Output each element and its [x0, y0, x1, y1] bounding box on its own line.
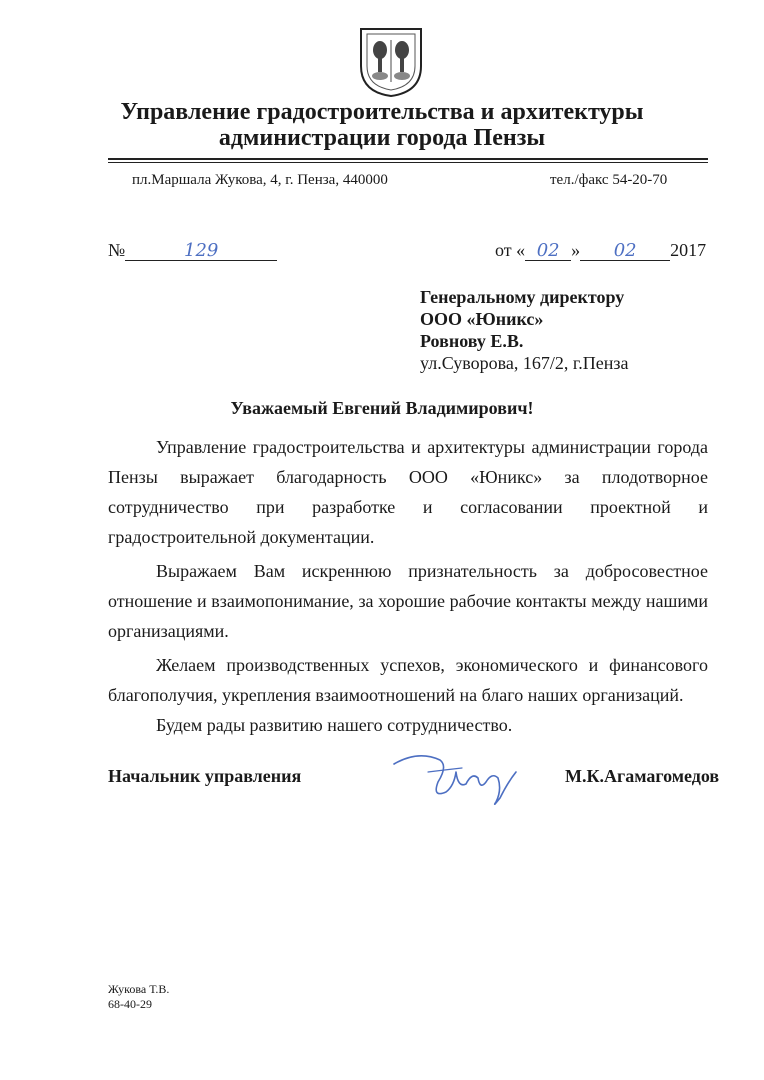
date-mid: »: [571, 240, 581, 260]
signer-position: Начальник управления: [108, 766, 302, 786]
reg-date: [495, 240, 706, 261]
reg-number-value: 129: [184, 240, 219, 261]
coat-of-arms-emblem: [358, 26, 424, 98]
date-year: 2017: [670, 240, 707, 260]
reg-number-label: №: [108, 240, 126, 260]
reg-number: [108, 240, 277, 261]
executor-phone: 68-40-29: [108, 997, 152, 1011]
body-paragraph-1: Управление градостроительства и архитектуры администрации города Пензы выражает благодарность ООО «Юникс» за плодотворное сотрудничество при разработке и согласовании проектной и градостроительной документации.: [108, 437, 708, 547]
addressee-block: [420, 286, 628, 374]
date-month-line: [580, 240, 670, 261]
salutation: Уважаемый Евгений Владимирович!: [230, 398, 534, 418]
reg-number-line: [125, 240, 277, 261]
header-rule-bottom: [108, 162, 708, 163]
addressee-company: ООО «Юникс»: [420, 309, 544, 329]
org-title-line2: администрации города Пензы: [218, 125, 546, 151]
executor-name: Жукова Т.В.: [108, 982, 170, 996]
date-day: 02: [536, 240, 560, 261]
org-phone: тел./факс 54-20-70: [550, 172, 668, 188]
date-day-line: [525, 240, 571, 261]
body-paragraph-2: Выражаем Вам искреннюю признательность за добросовестное отношение и взаимопонимание, за хорошие рабочие контакты между нашими организациями.: [108, 561, 708, 641]
body-paragraph-3: Желаем производственных успехов, экономического и финансового благополучия, укрепления взаимоотношений на благо наших организаций.: [108, 655, 708, 705]
signer-name: М.К.Агамагомедов: [565, 766, 720, 786]
date-prefix: от «: [495, 240, 526, 260]
date-month: 02: [613, 240, 637, 261]
addressee-address: ул.Суворова, 167/2, г.Пенза: [420, 353, 629, 373]
body-paragraph-4: Будем рады развитию нашего сотрудничество.: [156, 715, 513, 735]
header-rule-top: [108, 158, 708, 160]
org-address: пл.Маршала Жукова, 4, г. Пенза, 440000: [132, 172, 388, 188]
addressee-position: Генеральному директору: [420, 287, 625, 307]
executor-block: [108, 982, 169, 1012]
addressee-name: Ровнову Е.В.: [420, 331, 524, 351]
handwritten-signature: [388, 742, 528, 810]
org-title-line1: Управление градостроительства и архитектуры: [120, 99, 644, 125]
